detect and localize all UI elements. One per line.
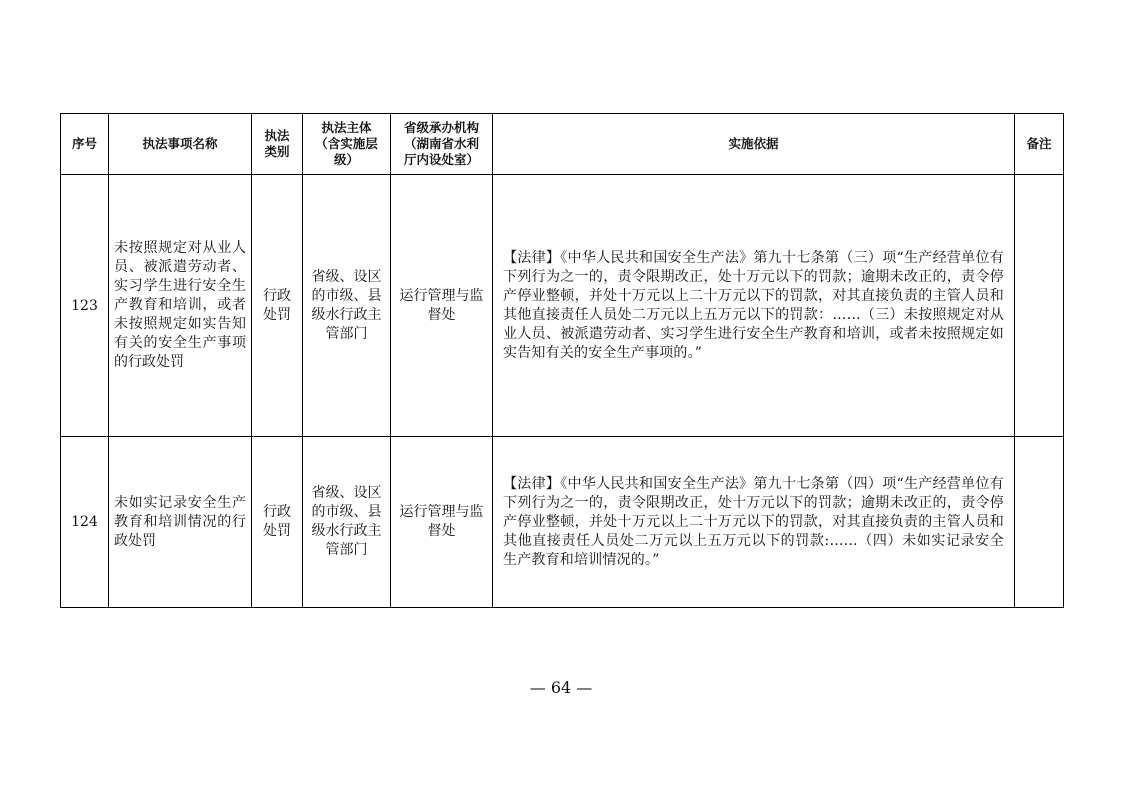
header-item-name: 执法事项名称 xyxy=(109,114,252,175)
cell-seq: 123 xyxy=(61,175,109,437)
header-category xyxy=(252,114,303,175)
cell-provincial-org xyxy=(391,175,493,437)
table-row xyxy=(61,437,1064,608)
cell-subject xyxy=(303,175,391,437)
cell-seq: 124 xyxy=(61,437,109,608)
cell-subject xyxy=(303,437,391,608)
cell-remarks xyxy=(1015,437,1064,608)
cell-category xyxy=(252,437,303,608)
header-basis: 实施依据 xyxy=(493,114,1015,175)
cell-provincial-org xyxy=(391,437,493,608)
basis-text: 【法律】《中华人民共和国安全生产法》第九十七条第（四）项“生产经营单位有下列行为之一的，责令限期改正，处十万元以下的罚款；逾期未改正的，责令停产停业整顿，并处十万元以上二十万元以下的罚款，对其直接负责的主管人员和其他直接责任人员处二万元以上五万元以下的罚款:……（四）未如实记录安全生产教育和培训情况的。” xyxy=(503,475,1004,568)
item-name-text: 未如实记录安全生产教育和培训情况的行政处罚 xyxy=(114,494,246,549)
cell-basis xyxy=(493,437,1015,608)
subject-text: 省级、设区的市级、县级水行政主管部门 xyxy=(311,268,382,342)
cell-remarks xyxy=(1015,175,1064,437)
header-category-text: 执法类别 xyxy=(264,128,290,159)
header-provincial-org xyxy=(391,114,493,175)
header-subject xyxy=(303,114,391,175)
table-header-row xyxy=(61,114,1064,175)
cell-item-name xyxy=(109,175,252,437)
subject-text: 省级、设区的市级、县级水行政主管部门 xyxy=(311,485,382,558)
cell-category xyxy=(252,175,303,437)
category-text: 行政处罚 xyxy=(263,504,291,539)
cell-basis xyxy=(493,175,1015,437)
header-seq: 序号 xyxy=(61,114,109,175)
basis-text: 【法律】《中华人民共和国安全生产法》第九十七条第（三）项“生产经营单位有下列行为之一的，责令限期改正，处十万元以下的罚款；逾期未改正的，责令停产停业整顿，并处十万元以上二十万元以下的罚款，对其直接负责的主管人员和其他直接责任人员处二万元以上五万元以下的罚款：……（三）未按照规定对从业人员、被派遣劳动者、实习学生进行安全生产教育和培训，或者未按照规定如实告知有关的安全生产事项的。” xyxy=(503,249,1004,361)
enforcement-items-table xyxy=(60,113,1064,608)
provincial-org-text: 运行管理与监督处 xyxy=(399,504,484,539)
header-subject-text: 执法主体（含实施层级） xyxy=(315,120,378,167)
category-text: 行政处罚 xyxy=(263,287,291,323)
header-provincial-org-text: 省级承办机构（湖南省水利厅内设处室） xyxy=(403,120,479,167)
table-row xyxy=(61,175,1064,437)
item-name-text: 未按照规定对从业人员、被派遣劳动者、实习学生进行安全生产教育和培训，或者未按照规定如实告知有关的安全生产事项的行政处罚 xyxy=(114,240,246,370)
cell-item-name xyxy=(109,437,252,608)
provincial-org-text: 运行管理与监督处 xyxy=(399,287,484,323)
header-remarks: 备注 xyxy=(1015,114,1064,175)
page-number: — 64 — xyxy=(529,678,593,697)
